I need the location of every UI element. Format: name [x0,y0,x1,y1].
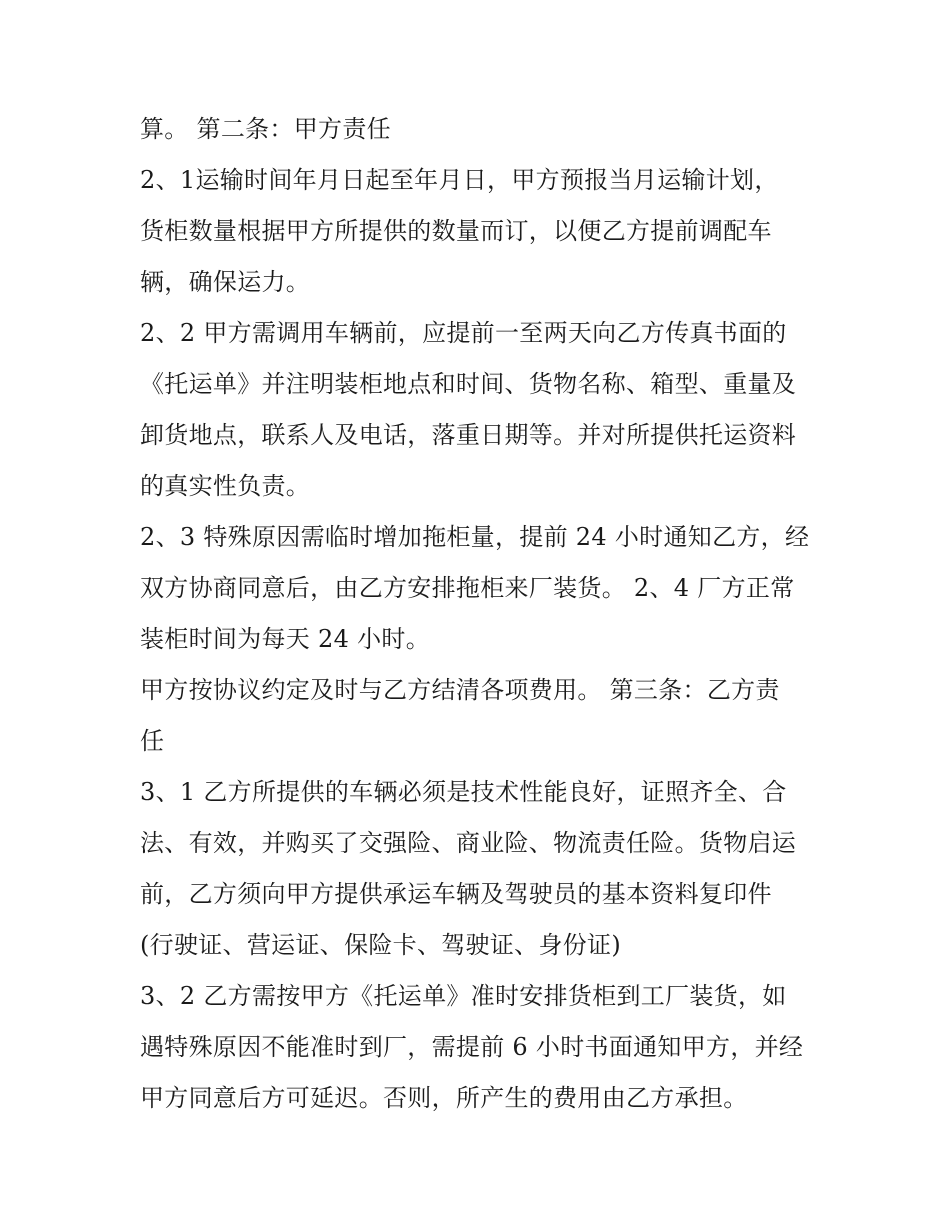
text-line: 2、1运输时间年月日起至年月日，甲方预报当月运输计划， [140,166,779,194]
document-body [140,104,830,1124]
text-line: 《托运单》并注明装柜地点和时间、货物名称、箱型、重量及 [140,370,797,398]
text-line: (行驶证、营运证、保险卡、驾驶证、身份证) [140,931,622,959]
text-line: 甲方同意后方可延迟。否则，所产生的费用由乙方承担。 [140,1084,748,1112]
text-line: 任 [140,727,165,755]
text-line: 遇特殊原因不能准时到厂，需提前 6 小时书面通知甲方，并经 [140,1033,804,1061]
text-line: 2、3 特殊原因需临时增加拖柜量，提前 24 小时通知乙方，经 [140,523,810,551]
text-line: 3、2 乙方需按甲方《托运单》准时安排货柜到工厂装货，如 [140,982,787,1010]
text-line: 前，乙方须向甲方提供承运车辆及驾驶员的基本资料复印件 [140,880,772,908]
text-line: 甲方按协议约定及时与乙方结清各项费用。 第三条：乙方责 [140,676,780,704]
text-line: 货柜数量根据甲方所提供的数量而订，以便乙方提前调配车 [140,217,772,245]
text-line: 装柜时间为每天 24 小时。 [140,625,430,653]
text-line: 辆，确保运力。 [140,268,311,296]
text-line: 双方协商同意后，由乙方安排拖柜来厂装货。 2、4 厂方正常 [140,574,795,602]
text-line: 卸货地点，联系人及电话，落重日期等。并对所提供托运资料 [140,421,797,449]
text-line: 2、2 甲方需调用车辆前，应提前一至两天向乙方传真书面的 [140,319,787,347]
text-line: 3、1 乙方所提供的车辆必须是技术性能良好，证照齐全、合 [140,778,787,806]
text-line: 的真实性负责。 [140,472,311,500]
text-line: 法、有效，并购买了交强险、商业险、物流责任险。货物启运 [140,829,797,857]
text-line: 算。 第二条：甲方责任 [140,115,391,143]
